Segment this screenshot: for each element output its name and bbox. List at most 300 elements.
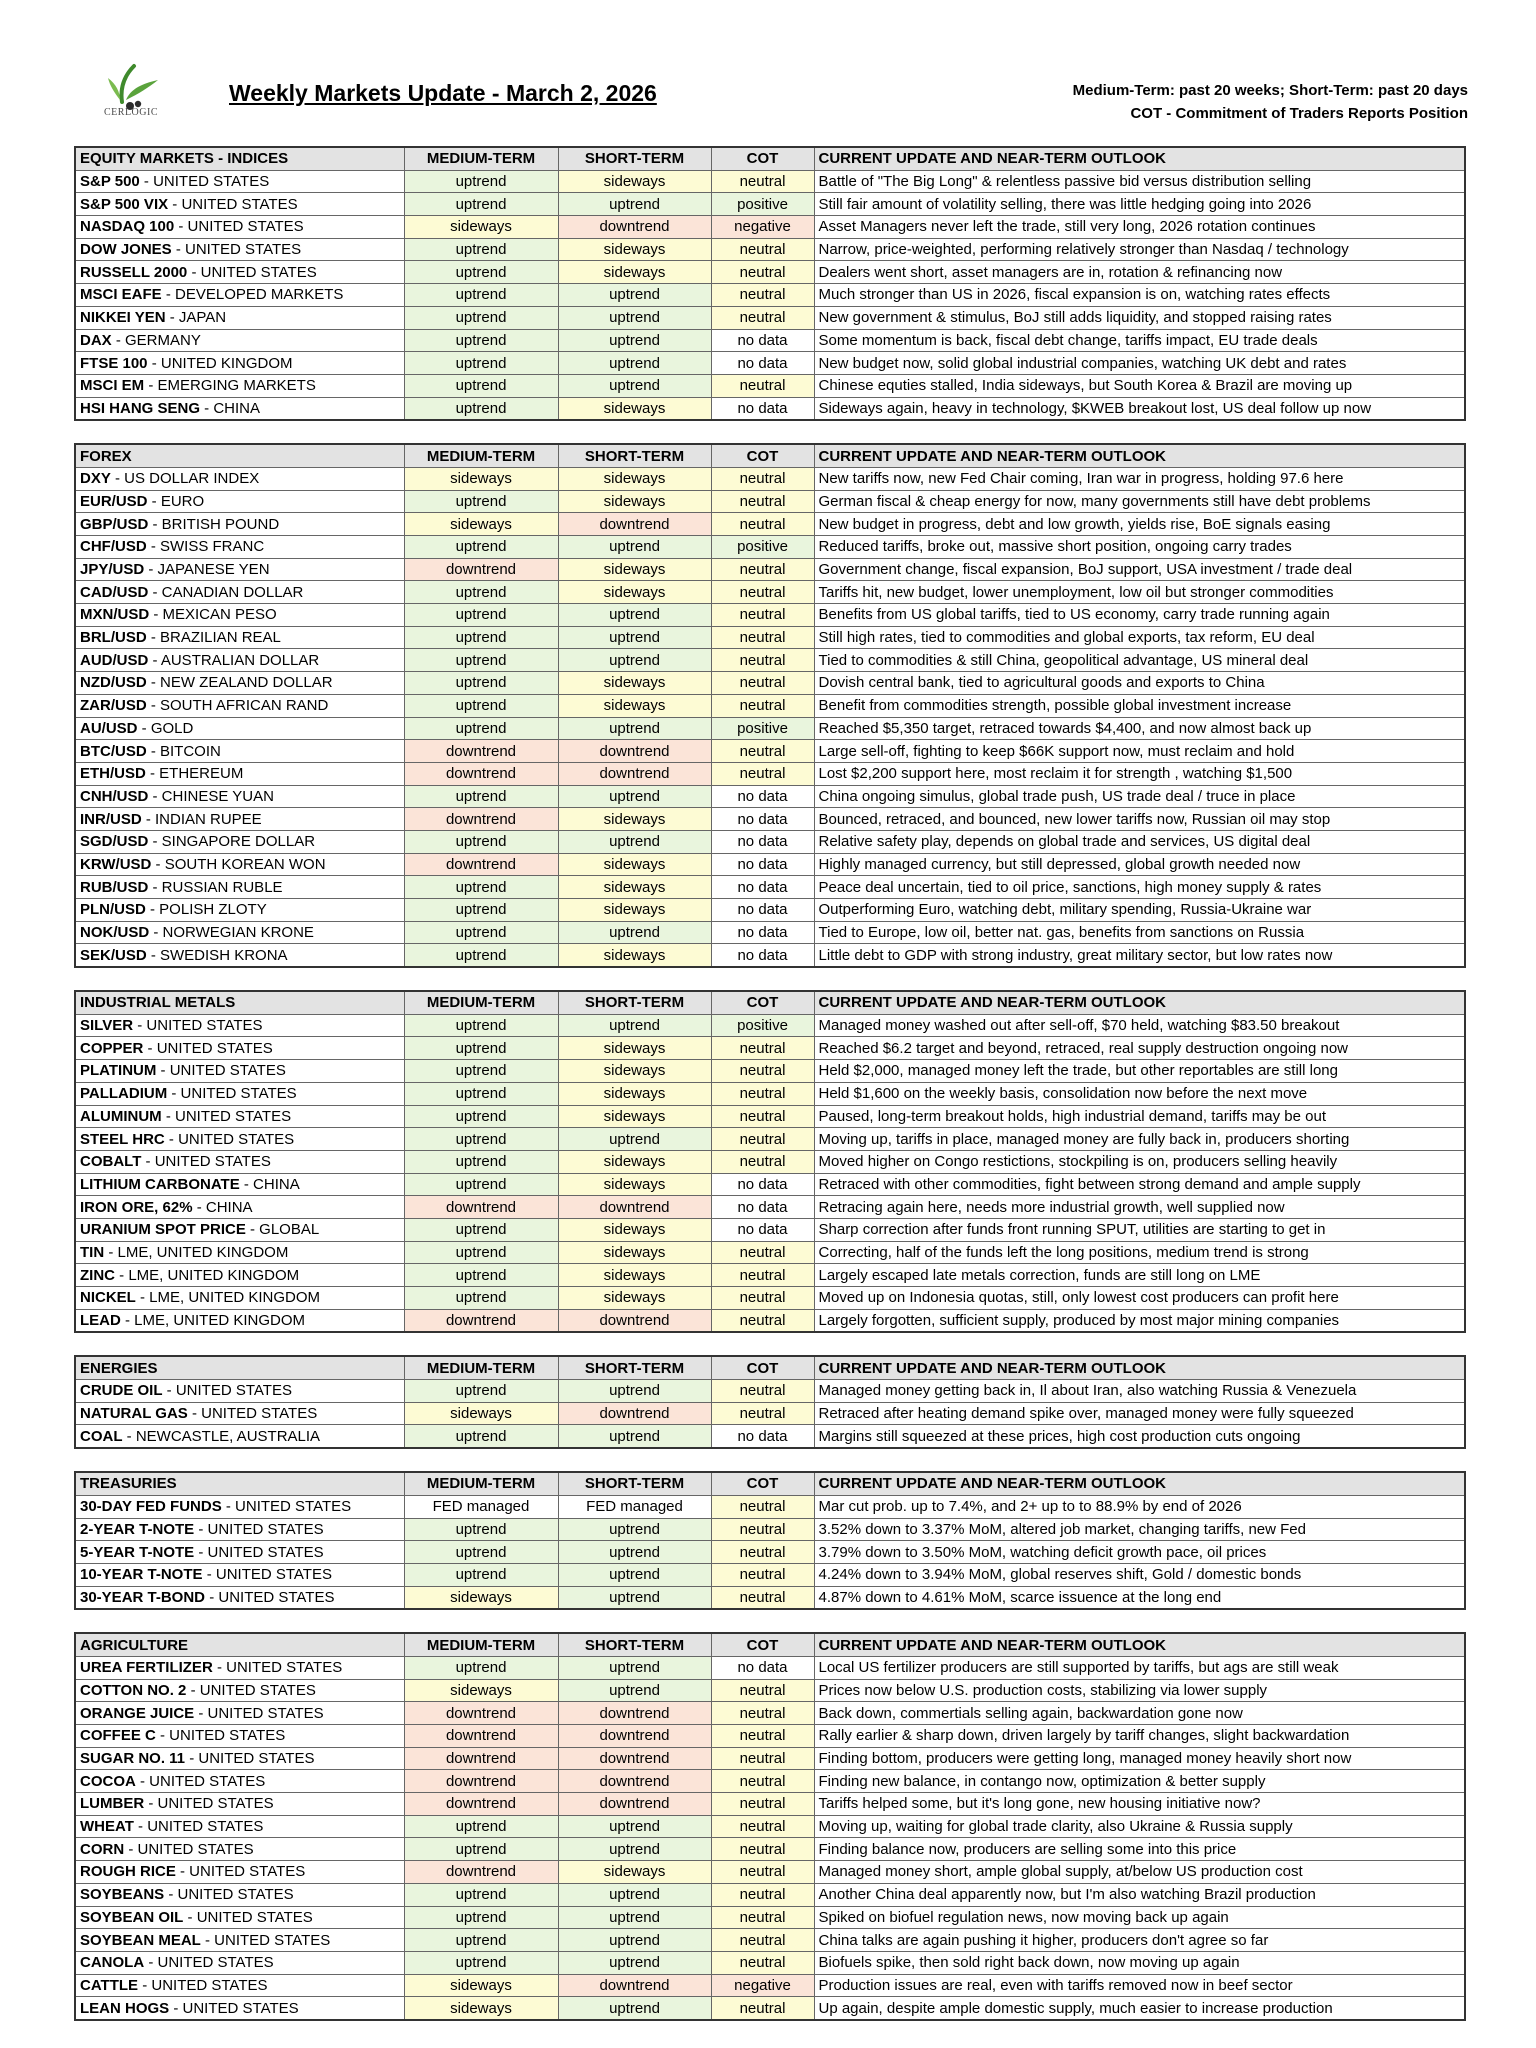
medium-term-trend: sideways [404, 216, 558, 239]
market-region: - UNITED STATES [200, 1931, 331, 1949]
outlook-text: Highly managed currency, but still depressed, global growth needed now [814, 853, 1465, 876]
market-name-cell [75, 397, 404, 420]
section-title: INDUSTRIAL METALS [75, 991, 404, 1014]
medium-term-trend: uptrend [404, 1218, 558, 1241]
market-region: - UNITED KINGDOM [147, 354, 293, 372]
outlook-text: Managed money getting back in, Il about Iran, also watching Russia & Venezuela [814, 1380, 1465, 1403]
market-name-cell [75, 1679, 404, 1702]
market-name: PLATINUM [80, 1062, 157, 1080]
cot-position: neutral [711, 261, 814, 284]
short-term-trend: downtrend [558, 216, 711, 239]
medium-term-trend: uptrend [404, 899, 558, 922]
cot-position: neutral [711, 1495, 814, 1518]
market-name: 30-YEAR T-BOND [80, 1588, 206, 1606]
medium-term-trend: uptrend [404, 717, 558, 740]
table-row [75, 1105, 1465, 1128]
cot-position: no data [711, 830, 814, 853]
outlook-text: 3.79% down to 3.50% MoM, watching deficit growth pace, oil prices [814, 1541, 1465, 1564]
market-name: CATTLE [80, 1976, 139, 1994]
short-term-trend: sideways [558, 1861, 711, 1884]
outlook-text: Up again, despite ample domestic supply, much easier to increase production [814, 1997, 1465, 2020]
outlook-text: Rally earlier & sharp down, driven largely by tariff changes, slight backwardation [814, 1725, 1465, 1748]
outlook-text: Asset Managers never left the trade, still very long, 2026 rotation continues [814, 216, 1465, 239]
cot-position: positive [711, 193, 814, 216]
table-row [75, 329, 1465, 352]
column-header: COT [711, 1633, 814, 1656]
column-header: SHORT-TERM [558, 1633, 711, 1656]
medium-term-trend: downtrend [404, 1725, 558, 1748]
market-name: ZAR/USD [80, 697, 147, 715]
market-region: - CHINESE YUAN [148, 787, 274, 805]
outlook-text: Retracing again here, needs more industrial growth, well supplied now [814, 1196, 1465, 1219]
market-name-cell [75, 1264, 404, 1287]
table-row [75, 1747, 1465, 1770]
cot-position: neutral [711, 1951, 814, 1974]
outlook-text: New government & stimulus, BoJ still adds liquidity, and stopped raising rates [814, 306, 1465, 329]
market-region: - NORWEGIAN KRONE [149, 924, 314, 942]
market-region: - INDIAN RUPEE [141, 810, 262, 828]
table-row [75, 740, 1465, 763]
medium-term-trend: sideways [404, 1402, 558, 1425]
section-title: AGRICULTURE [75, 1633, 404, 1656]
market-name-cell [75, 1218, 404, 1241]
medium-term-trend: sideways [404, 467, 558, 490]
outlook-text: Retraced with other commodities, fight between strong demand and ample supply [814, 1173, 1465, 1196]
section-table [74, 990, 1466, 1333]
table-row [75, 944, 1465, 967]
column-header: COT [711, 991, 814, 1014]
short-term-trend: downtrend [558, 740, 711, 763]
cot-position: neutral [711, 1541, 814, 1564]
short-term-trend: sideways [558, 1287, 711, 1310]
table-row [75, 238, 1465, 261]
market-name: MXN/USD [80, 606, 150, 624]
market-name-cell [75, 694, 404, 717]
short-term-trend: uptrend [558, 536, 711, 559]
table-row [75, 1518, 1465, 1541]
market-name-cell [75, 374, 404, 397]
outlook-text: Local US fertilizer producers are still supported by tariffs, but ags are still weak [814, 1656, 1465, 1679]
medium-term-trend: uptrend [404, 1563, 558, 1586]
column-header: MEDIUM-TERM [404, 1633, 558, 1656]
market-name: CORN [80, 1840, 125, 1858]
cot-position: neutral [711, 1747, 814, 1770]
table-row [75, 1060, 1465, 1083]
table-row [75, 1997, 1465, 2020]
outlook-text: Benefit from commodities strength, possible global investment increase [814, 694, 1465, 717]
market-region: - POLISH ZLOTY [145, 901, 267, 919]
cot-position: no data [711, 876, 814, 899]
market-name-cell [75, 1951, 404, 1974]
short-term-trend: sideways [558, 581, 711, 604]
cot-position: no data [711, 397, 814, 420]
market-region: - JAPAN [165, 309, 227, 327]
cot-position: neutral [711, 1906, 814, 1929]
medium-term-trend: uptrend [404, 1541, 558, 1564]
medium-term-trend: uptrend [404, 581, 558, 604]
market-region: - UNITED STATES [194, 1704, 324, 1722]
table-header-row [75, 1472, 1465, 1495]
outlook-text: 4.24% down to 3.94% MoM, global reserves shift, Gold / domestic bonds [814, 1563, 1465, 1586]
market-name: SILVER [80, 1017, 134, 1035]
short-term-trend: sideways [558, 467, 711, 490]
outlook-text: Sideways again, heavy in technology, $KWEB breakout lost, US deal follow up now [814, 397, 1465, 420]
market-name-cell [75, 1563, 404, 1586]
market-name-cell [75, 808, 404, 831]
outlook-text: Prices now below U.S. production costs, stabilizing via lower supply [814, 1679, 1465, 1702]
market-region: - EURO [147, 492, 205, 510]
outlook-text: Held $1,600 on the weekly basis, consolidation now before the next move [814, 1082, 1465, 1105]
market-name-cell [75, 740, 404, 763]
medium-term-trend: uptrend [404, 1150, 558, 1173]
short-term-trend: downtrend [558, 1725, 711, 1748]
short-term-trend: uptrend [558, 1518, 711, 1541]
market-region: - UNITED STATES [174, 218, 304, 236]
market-name: SUGAR NO. 11 [80, 1750, 186, 1768]
market-region: - DEVELOPED MARKETS [161, 286, 344, 304]
table-row [75, 853, 1465, 876]
table-header-row [75, 147, 1465, 170]
table-row [75, 1770, 1465, 1793]
outlook-text: Back down, commertials selling again, backwardation gone now [814, 1702, 1465, 1725]
cot-position: neutral [711, 626, 814, 649]
cot-position: neutral [711, 170, 814, 193]
table-row [75, 1929, 1465, 1952]
short-term-trend: uptrend [558, 649, 711, 672]
market-region: - UNITED STATES [194, 1520, 324, 1538]
market-region: - BRITISH POUND [148, 515, 280, 533]
cot-position: neutral [711, 1883, 814, 1906]
short-term-trend: uptrend [558, 1563, 711, 1586]
short-term-trend: uptrend [558, 1380, 711, 1403]
short-term-trend: uptrend [558, 717, 711, 740]
column-header: COT [711, 147, 814, 170]
outlook-text: Bounced, retraced, and bounced, new lower tariffs now, Russian oil may stop [814, 808, 1465, 831]
market-region: - CHINA [239, 1175, 300, 1193]
market-name: TIN [80, 1243, 105, 1261]
market-name: BTC/USD [80, 742, 147, 760]
cot-position: neutral [711, 1518, 814, 1541]
market-region: - US DOLLAR INDEX [110, 470, 260, 488]
market-region: - SOUTH AFRICAN RAND [146, 697, 329, 715]
table-row [75, 352, 1465, 375]
market-name-cell [75, 1495, 404, 1518]
outlook-text: Little debt to GDP with strong industry, great military sector, but low rates now [814, 944, 1465, 967]
short-term-trend: downtrend [558, 1309, 711, 1332]
market-region: - UNITED STATES [169, 1999, 299, 2017]
market-region: - GOLD [137, 719, 194, 737]
outlook-text: Moved up on Indonesia quotas, still, only lowest cost producers can profit here [814, 1287, 1465, 1310]
market-name-cell [75, 672, 404, 695]
market-name: LITHIUM CARBONATE [80, 1175, 240, 1193]
table-row [75, 1906, 1465, 1929]
page-title: Weekly Markets Update - March 2, 2026 [229, 80, 657, 106]
short-term-trend: uptrend [558, 374, 711, 397]
outlook-text: New tariffs now, new Fed Chair coming, Iran war in progress, holding 97.6 here [814, 467, 1465, 490]
market-name: LUMBER [80, 1795, 145, 1813]
table-row [75, 717, 1465, 740]
short-term-trend: uptrend [558, 1838, 711, 1861]
medium-term-trend: downtrend [404, 1770, 558, 1793]
cot-position: positive [711, 1014, 814, 1037]
market-name: ALUMINUM [80, 1107, 162, 1125]
market-name-cell [75, 1425, 404, 1448]
column-header: SHORT-TERM [558, 991, 711, 1014]
column-header: SHORT-TERM [558, 1472, 711, 1495]
market-region: - UNITED STATES [135, 1772, 266, 1790]
short-term-trend: uptrend [558, 1656, 711, 1679]
market-name-cell [75, 1974, 404, 1997]
medium-term-trend: downtrend [404, 1309, 558, 1332]
short-term-trend: sideways [558, 694, 711, 717]
short-term-trend: uptrend [558, 830, 711, 853]
column-header: CURRENT UPDATE AND NEAR-TERM OUTLOOK [814, 147, 1465, 170]
section-title: EQUITY MARKETS - INDICES [75, 147, 404, 170]
outlook-text: Battle of "The Big Long" & relentless passive bid versus distribution selling [814, 170, 1465, 193]
short-term-trend: sideways [558, 490, 711, 513]
market-region: - UNITED STATES [167, 1085, 297, 1103]
market-region: - UNITED STATES [185, 1750, 315, 1768]
market-name: ZINC [80, 1266, 115, 1284]
short-term-trend: sideways [558, 672, 711, 695]
market-name-cell [75, 1861, 404, 1884]
short-term-trend: downtrend [558, 1770, 711, 1793]
cot-position: neutral [711, 238, 814, 261]
market-region: - UNITED STATES [139, 173, 270, 191]
column-header: MEDIUM-TERM [404, 147, 558, 170]
market-region: - UNITED STATES [183, 1908, 313, 1926]
market-name-cell [75, 1815, 404, 1838]
market-name-cell [75, 1196, 404, 1219]
cot-position: neutral [711, 1380, 814, 1403]
short-term-trend: downtrend [558, 1747, 711, 1770]
market-name: ROUGH RICE [80, 1863, 176, 1881]
market-name: NIKKEI YEN [80, 309, 166, 327]
market-region: - UNITED STATES [144, 1954, 274, 1972]
column-header: SHORT-TERM [558, 444, 711, 467]
cot-position: neutral [711, 1128, 814, 1151]
outlook-text: Government change, fiscal expansion, BoJ support, USA investment / trade deal [814, 558, 1465, 581]
table-row [75, 1951, 1465, 1974]
outlook-text: Moved higher on Congo restictions, stockpiling is on, producers selling heavily [814, 1150, 1465, 1173]
market-region: - BITCOIN [146, 742, 221, 760]
medium-term-trend: uptrend [404, 374, 558, 397]
market-name-cell [75, 876, 404, 899]
market-name-cell [75, 1702, 404, 1725]
table-row [75, 1150, 1465, 1173]
medium-term-trend: uptrend [404, 397, 558, 420]
table-row [75, 374, 1465, 397]
market-name: ETH/USD [80, 765, 146, 783]
short-term-trend: sideways [558, 1037, 711, 1060]
outlook-text: Still fair amount of volatility selling, there was little hedging going into 2026 [814, 193, 1465, 216]
cot-position: neutral [711, 1264, 814, 1287]
market-name: COAL [80, 1427, 123, 1445]
outlook-text: Chinese equties stalled, India sideways, but South Korea & Brazil are moving up [814, 374, 1465, 397]
market-name-cell [75, 536, 404, 559]
section-table [74, 1471, 1466, 1610]
cot-position: no data [711, 1218, 814, 1241]
short-term-trend: uptrend [558, 1425, 711, 1448]
short-term-trend: uptrend [558, 604, 711, 627]
market-name: FTSE 100 [80, 354, 148, 372]
short-term-trend: uptrend [558, 1815, 711, 1838]
market-name: MSCI EM [80, 377, 145, 395]
outlook-text: Largely escaped late metals correction, funds are still long on LME [814, 1264, 1465, 1287]
market-name: S&P 500 VIX [80, 195, 169, 213]
table-row [75, 536, 1465, 559]
medium-term-trend: uptrend [404, 284, 558, 307]
medium-term-trend: uptrend [404, 261, 558, 284]
cot-position: neutral [711, 558, 814, 581]
outlook-text: Sharp correction after funds front running SPUT, utilities are starting to get in [814, 1218, 1465, 1241]
medium-term-trend: uptrend [404, 1380, 558, 1403]
market-name-cell [75, 1150, 404, 1173]
market-name: NASDAQ 100 [80, 218, 175, 236]
market-name: RUSSELL 2000 [80, 263, 188, 281]
market-name: PALLADIUM [80, 1085, 168, 1103]
table-row [75, 1218, 1465, 1241]
cot-position: neutral [711, 1838, 814, 1861]
medium-term-trend: uptrend [404, 1929, 558, 1952]
table-row [75, 1656, 1465, 1679]
table-row [75, 1241, 1465, 1264]
market-region: - UNITED STATES [194, 1543, 324, 1561]
table-row [75, 1702, 1465, 1725]
column-header: SHORT-TERM [558, 1356, 711, 1379]
market-name-cell [75, 193, 404, 216]
medium-term-trend: uptrend [404, 1128, 558, 1151]
outlook-text: Correcting, half of the funds left the long positions, medium trend is strong [814, 1241, 1465, 1264]
outlook-text: Narrow, price-weighted, performing relatively stronger than Nasdaq / technology [814, 238, 1465, 261]
medium-term-trend: uptrend [404, 1060, 558, 1083]
medium-term-trend: downtrend [404, 808, 558, 831]
medium-term-trend: uptrend [404, 536, 558, 559]
market-name: STEEL HRC [80, 1130, 165, 1148]
short-term-trend: sideways [558, 1218, 711, 1241]
cot-position: neutral [711, 1815, 814, 1838]
cot-position: no data [711, 921, 814, 944]
market-name-cell [75, 238, 404, 261]
short-term-trend: sideways [558, 1264, 711, 1287]
market-name: CHF/USD [80, 538, 147, 556]
outlook-text: Tariffs hit, new budget, lower unemployment, low oil but stronger commodities [814, 581, 1465, 604]
table-row [75, 1082, 1465, 1105]
market-name: PLN/USD [80, 901, 146, 919]
market-name-cell [75, 853, 404, 876]
market-name: DXY [80, 470, 111, 488]
market-name-cell [75, 921, 404, 944]
cot-position: neutral [711, 694, 814, 717]
medium-term-trend: uptrend [404, 329, 558, 352]
legend-notes [1073, 79, 1468, 125]
outlook-text: German fiscal & cheap energy for now, many governments still have debt problems [814, 490, 1465, 513]
table-row [75, 490, 1465, 513]
market-name: NZD/USD [80, 674, 147, 692]
table-header-row [75, 1633, 1465, 1656]
medium-term-trend: downtrend [404, 1793, 558, 1816]
market-region: - JAPANESE YEN [144, 561, 270, 579]
market-name-cell [75, 490, 404, 513]
market-region: - UNITED STATES [133, 1017, 263, 1035]
market-name-cell [75, 1883, 404, 1906]
short-term-trend: sideways [558, 558, 711, 581]
market-name-cell [75, 558, 404, 581]
market-region: - UNITED STATES [161, 1107, 292, 1125]
market-region: - BRAZILIAN REAL [146, 629, 281, 647]
short-term-trend: uptrend [558, 785, 711, 808]
market-name-cell [75, 762, 404, 785]
market-name-cell [75, 467, 404, 490]
short-term-trend: sideways [558, 1105, 711, 1128]
market-name-cell [75, 1014, 404, 1037]
table-row [75, 1883, 1465, 1906]
market-region: - UNITED STATES [162, 1382, 292, 1400]
medium-term-trend: uptrend [404, 944, 558, 967]
outlook-text: Dealers went short, asset managers are in, rotation & refinancing now [814, 261, 1465, 284]
market-name-cell [75, 306, 404, 329]
table-row [75, 1725, 1465, 1748]
market-name-cell [75, 1725, 404, 1748]
outlook-text: Another China deal apparently now, but I'm also watching Brazil production [814, 1883, 1465, 1906]
market-region: - UNITED STATES [143, 1039, 273, 1057]
table-row [75, 1037, 1465, 1060]
section-title: TREASURIES [75, 1472, 404, 1495]
short-term-trend: uptrend [558, 193, 711, 216]
term-definition-note: Medium-Term: past 20 weeks; Short-Term: past 20 days [1072, 82, 1468, 99]
medium-term-trend: downtrend [404, 762, 558, 785]
table-row [75, 1380, 1465, 1403]
market-name-cell [75, 581, 404, 604]
short-term-trend: downtrend [558, 1974, 711, 1997]
medium-term-trend: downtrend [404, 1747, 558, 1770]
table-row [75, 1402, 1465, 1425]
outlook-text: Finding balance now, producers are selling some into this price [814, 1838, 1465, 1861]
table-row [75, 626, 1465, 649]
outlook-text: Lost $2,200 support here, most reclaim it for strength , watching $1,500 [814, 762, 1465, 785]
short-term-trend: sideways [558, 1060, 711, 1083]
cot-position: neutral [711, 1725, 814, 1748]
cot-position: neutral [711, 581, 814, 604]
cot-position: neutral [711, 604, 814, 627]
market-region: - SWEDISH KRONA [146, 946, 288, 964]
outlook-text: Biofuels spike, then sold right back down, now moving up again [814, 1951, 1465, 1974]
market-region: - UNITED STATES [186, 1681, 316, 1699]
outlook-text: Reduced tariffs, broke out, massive short position, ongoing carry trades [814, 536, 1465, 559]
short-term-trend: uptrend [558, 1997, 711, 2020]
cot-position: negative [711, 216, 814, 239]
medium-term-trend: uptrend [404, 238, 558, 261]
medium-term-trend: uptrend [404, 626, 558, 649]
table-row [75, 1495, 1465, 1518]
market-name-cell [75, 1770, 404, 1793]
market-region: - UNITED STATES [187, 263, 317, 281]
market-name-cell [75, 216, 404, 239]
table-row [75, 1173, 1465, 1196]
outlook-text: Largely forgotten, sufficient supply, produced by most major mining companies [814, 1309, 1465, 1332]
cot-position: negative [711, 1974, 814, 1997]
cot-position: positive [711, 536, 814, 559]
market-name-cell [75, 1997, 404, 2020]
medium-term-trend: uptrend [404, 1815, 558, 1838]
column-header: CURRENT UPDATE AND NEAR-TERM OUTLOOK [814, 1633, 1465, 1656]
short-term-trend: downtrend [558, 1702, 711, 1725]
market-region: - GLOBAL [245, 1221, 320, 1239]
page-header [0, 0, 1536, 140]
table-row [75, 1974, 1465, 1997]
short-term-trend: uptrend [558, 1128, 711, 1151]
market-region: - UNITED STATES [171, 241, 302, 259]
